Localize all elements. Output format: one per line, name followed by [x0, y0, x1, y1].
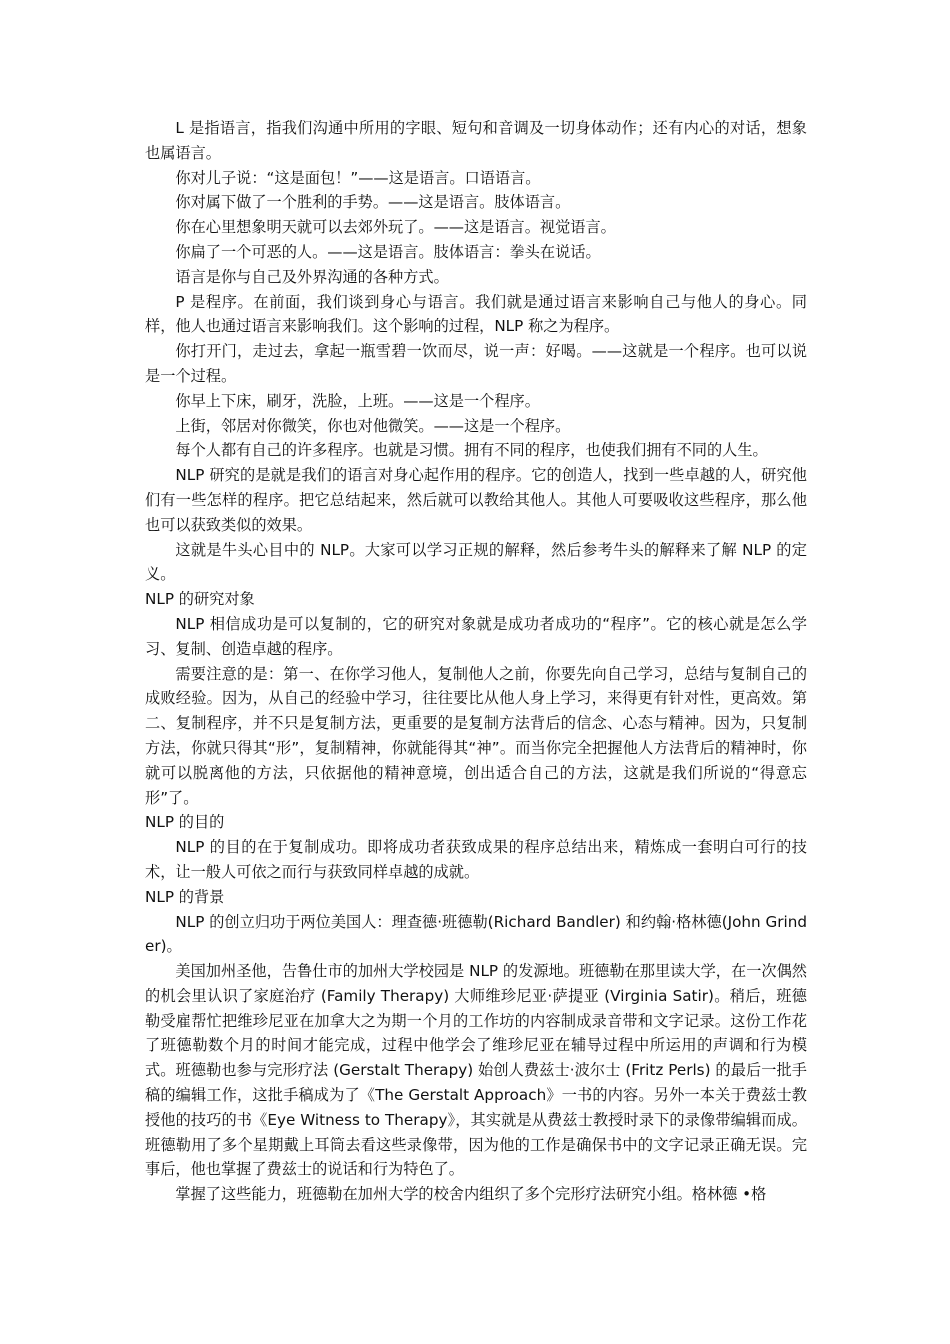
paragraph: 上街，邻居对你微笑，你也对他微笑。——这是一个程序。 — [175, 416, 571, 435]
paragraph: 掌握了这些能力，班德勒在加州大学的校舍内组织了多个完形疗法研究小组。格林德 •格 — [175, 1185, 767, 1204]
paragraph: NLP 相信成功是可以复制的，它的研究对象就是成功者成功的“程序”。它的核心就是怎么学习、复制、创造卓越的程序。 — [145, 614, 807, 658]
paragraph: NLP 的创立归功于两位美国人：理查德·班德勒(Richard Bandler) 和约翰·格林德(John Grinder)。 — [145, 912, 807, 956]
paragraph: 你打开门，走过去，拿起一瓶雪碧一饮而尽，说一声：好喝。——这就是一个程序。也可以说是一个过程。 — [145, 342, 807, 385]
paragraph: 你在心里想象明天就可以去郊外玩了。——这是语言。视觉语言。 — [175, 218, 616, 237]
paragraph: L 是指语言，指我们沟通中所用的字眼、短句和音调及一切身体动作；还有内心的对话，想象也属语言。 — [145, 119, 807, 162]
paragraph: 需要注意的是：第一、在你学习他人，复制他人之前，你要先向自己学习，总结与复制自己的成败经验。因为，从自己的经验中学习，往往要比从他人身上学习，来得更有针对性，更高效。第二、复制程序，并不只是复制方法，更重要的是复制方法背后的信念、心态与精神。因为，只复制方法，你就只得其“形”，复制精神，你就能得其“神”。而当你完全把握他人方法背后的精神时，你就可以脱离他的方法，只依据他的精神意境，创出适合自己的方法，这就是我们所说的“得意忘形”了。 — [145, 664, 807, 807]
section-heading: NLP 的目的 — [145, 813, 225, 832]
paragraph: 语言是你与自己及外界沟通的各种方式。 — [175, 267, 449, 286]
paragraph: 你对儿子说：“这是面包！”——这是语言。口语语言。 — [175, 168, 541, 187]
document-body — [145, 116, 807, 1207]
paragraph: 美国加州圣他，告鲁仕市的加州大学校园是 NLP 的发源地。班德勒在那里读大学，在一次偶然的机会里认识了家庭治疗 (Family Therapy) 大师维珍尼亚·萨提亚 (Virginia Satir)。稍后，班德勒受雇帮忙把维珍尼亚在加拿大之为期一个月的工作坊的内容制成录音带和文字记录。这份工作花了班德勒数个月的时间才能完成，过程中他学会了维珍尼亚在辅导过程中所运用的声调和行为模式。班德勒也参与完形疗法 (Gerstalt Therapy) 始创人费兹士·波尔士 (Fritz Perls) 的最后一批手稿的编辑工作，这批手稿成为了《The Gerstalt Approach》一书的内容。另外一本关于费兹士教授他的技巧的书《Eye Witness to Therapy》，其实就是从费兹士教授时录下的录像带编辑而成。班德勒用了多个星期戴上耳筒去看这些录像带，因为他的工作是确保书中的文字记录正确无误。完事后，他也掌握了费兹士的说话和行为特色了。 — [145, 962, 807, 1179]
paragraph: NLP 研究的是就是我们的语言对身心起作用的程序。它的创造人，找到一些卓越的人，研究他们有一些怎样的程序。把它总结起来，然后就可以教给其他人。其他人可要吸收这些程序，那么他也可以获致类似的效果。 — [145, 466, 807, 534]
paragraph: P 是程序。在前面，我们谈到身心与语言。我们就是通过语言来影响自己与他人的身心。同样，他人也通过语言来影响我们。这个影响的过程，NLP 称之为程序。 — [145, 292, 807, 336]
paragraph: 你对属下做了一个胜利的手势。——这是语言。肢体语言。 — [175, 193, 571, 212]
section-heading: NLP 的研究对象 — [145, 590, 255, 609]
paragraph: 这就是牛头心目中的 NLP。大家可以学习正规的解释，然后参考牛头的解释来了解 NLP 的定义。 — [145, 540, 807, 584]
paragraph: NLP 的目的在于复制成功。即将成功者获致成果的程序总结出来，精炼成一套明白可行的技术，让一般人可依之而行与获致同样卓越的成就。 — [145, 838, 807, 881]
paragraph: 每个人都有自己的许多程序。也就是习惯。拥有不同的程序，也使我们拥有不同的人生。 — [175, 441, 768, 460]
section-heading: NLP 的背景 — [145, 887, 225, 906]
paragraph: 你扁了一个可恶的人。——这是语言。肢体语言：拳头在说话。 — [175, 242, 601, 261]
paragraph: 你早上下床，刷牙，洗脸，上班。——这是一个程序。 — [175, 391, 540, 410]
